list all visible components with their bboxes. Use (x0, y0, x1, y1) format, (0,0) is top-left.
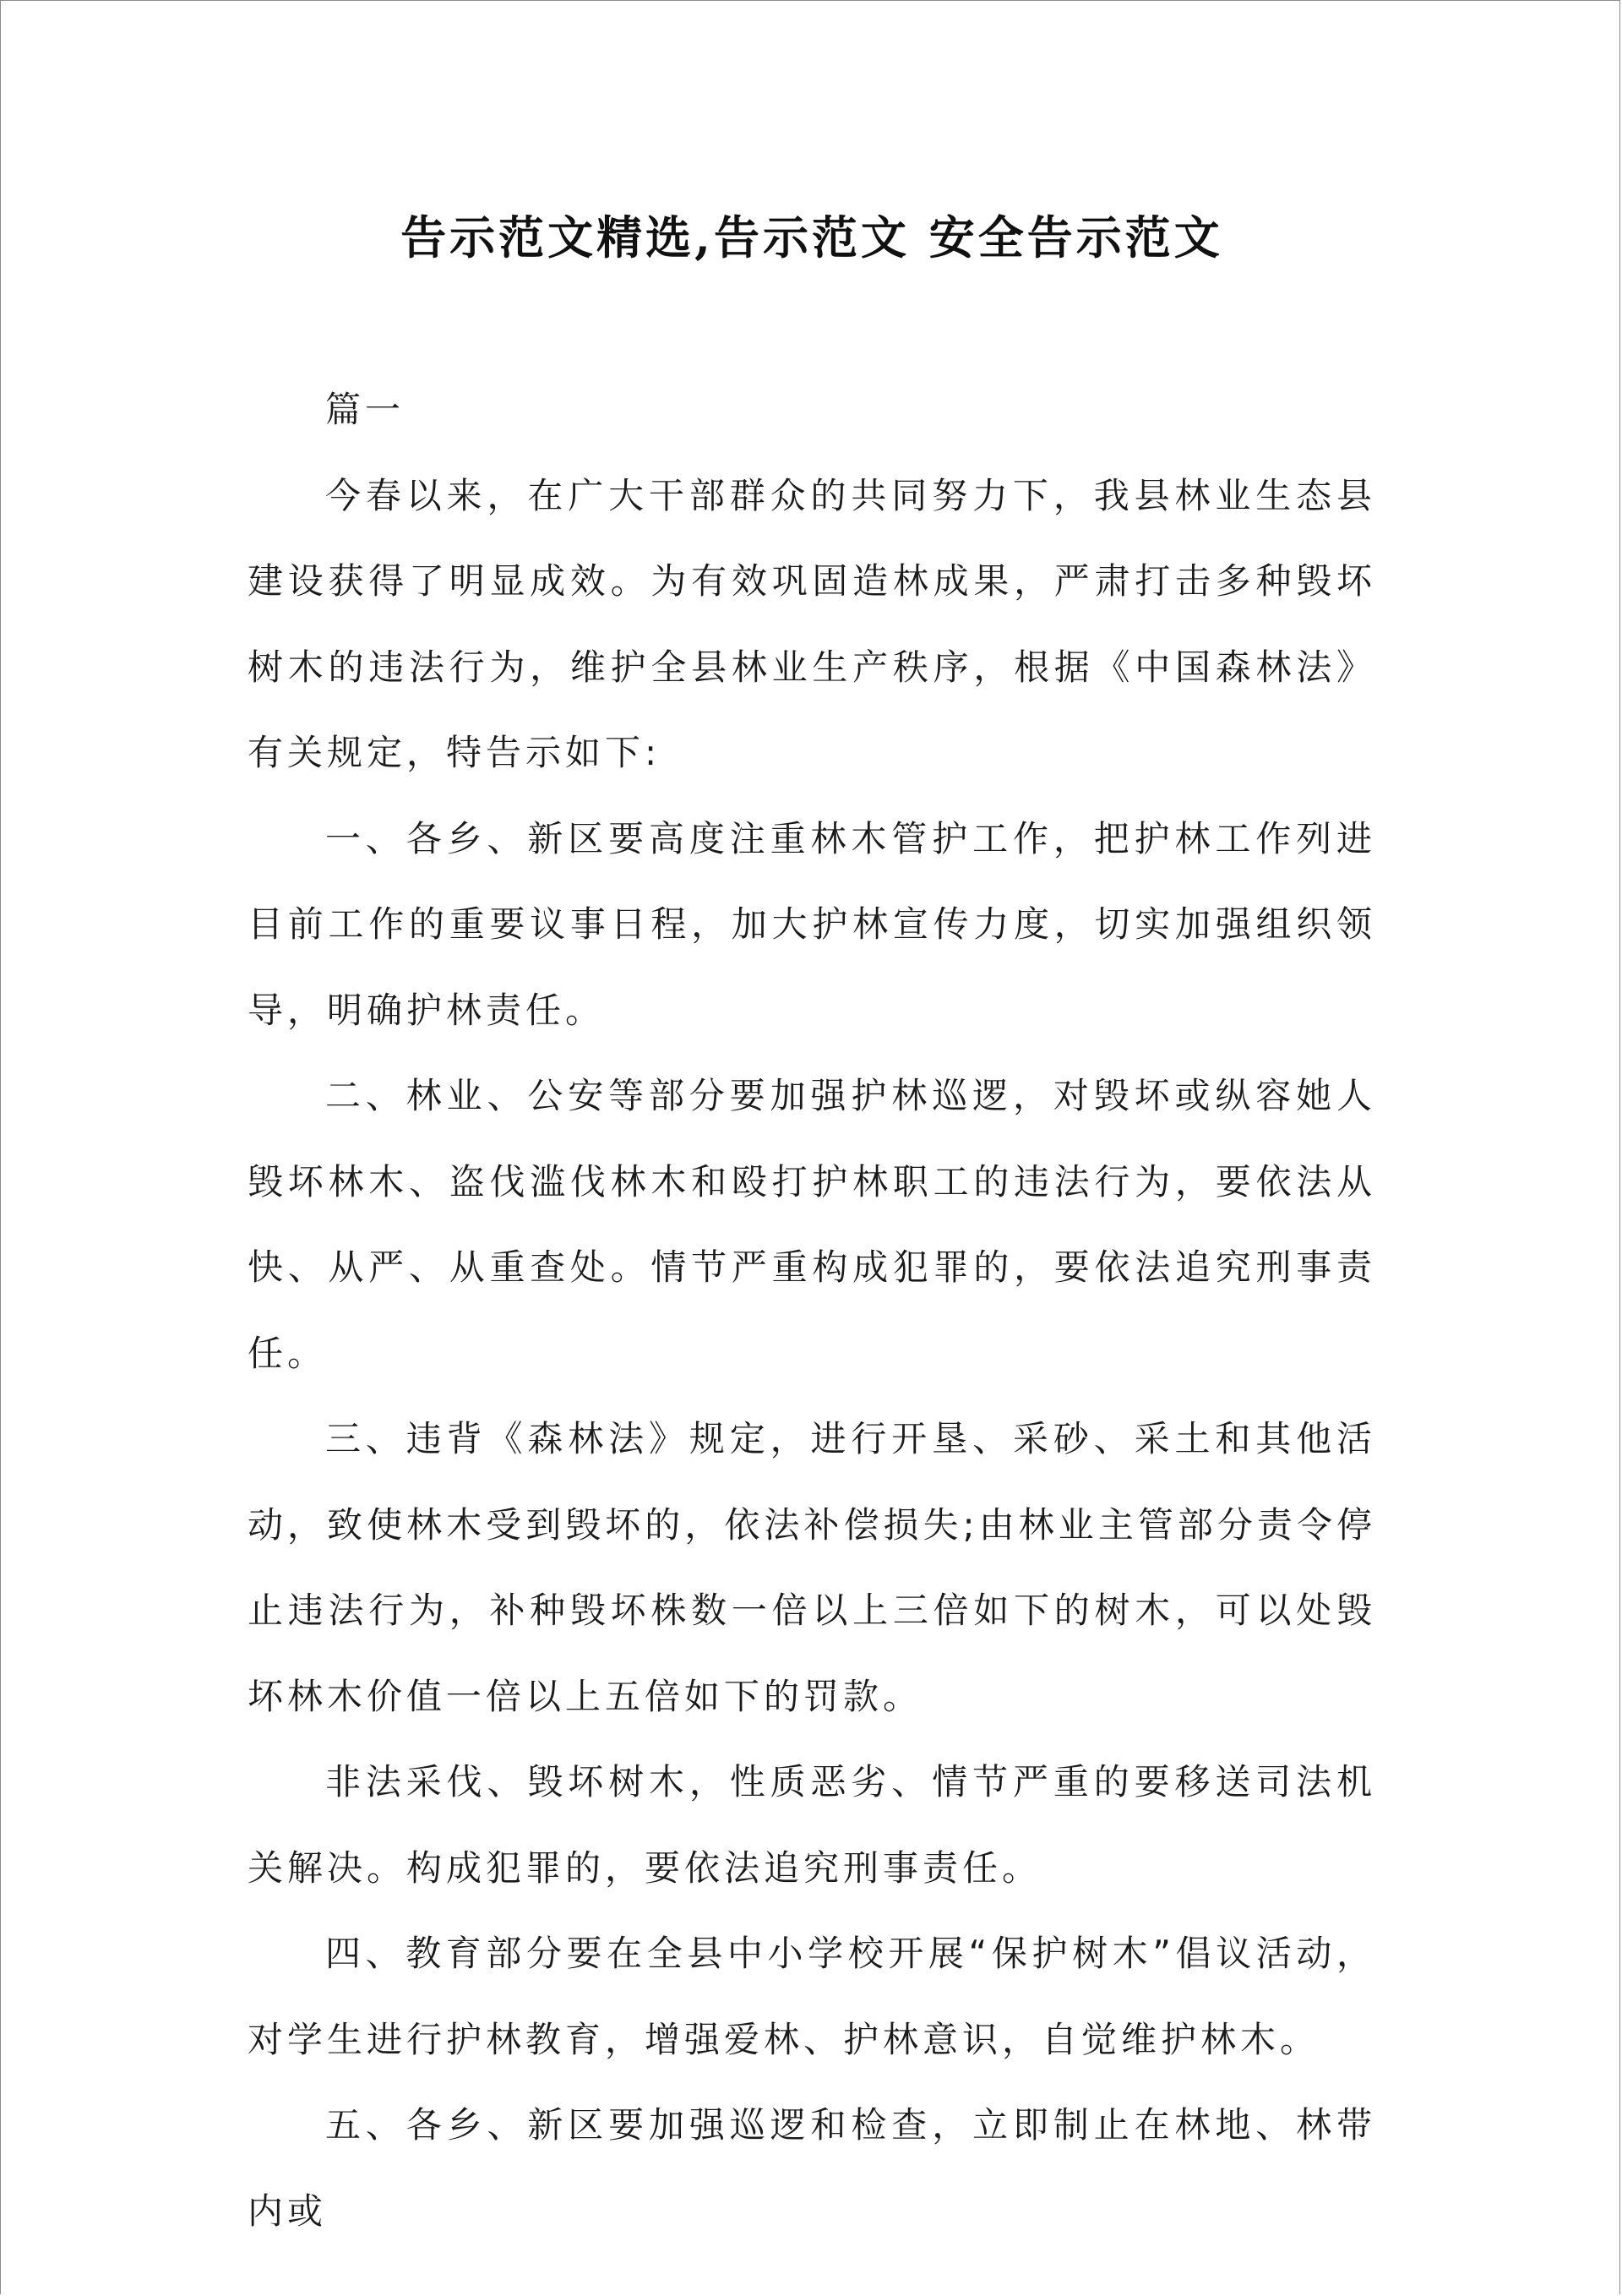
document-body (248, 367, 1376, 2254)
paragraph-item-1: 一、各乡、新区要高度注重林木管护工作，把护林工作列进目前工作的重要议事日程，加大护林宣传力度，切实加强组织领导，明确护林责任。 (248, 817, 1376, 1031)
section-heading: 篇一 (325, 389, 406, 430)
paragraph-item-2: 二、林业、公安等部分要加强护林巡逻，对毁坏或纵容她人毁坏林木、盗伐滥伐林木和殴打护林职工的违法行为，要依法从快、从严、从重查处。情节严重构成犯罪的，要依法追究刑事责任。 (248, 1075, 1376, 1374)
paragraph-item-4: 四、教育部分要在全县中小学校开展“保护树木”倡议活动，对学生进行护林教育，增强爱林、护林意识，自觉维护林木。 (248, 1933, 1376, 2060)
document-title: 告示范文精选,告示范文 安全告示范文 (400, 210, 1223, 265)
paragraph-item-5: 五、各乡、新区要加强巡逻和检查，立即制止在林地、林带内或 (248, 2104, 1376, 2232)
paragraph-item-3: 三、违背《森林法》规定，进行开垦、采砂、采土和其他活动，致使林木受到毁坏的，依法补偿损失;由林业主管部分责令停止违法行为，补种毁坏株数一倍以上三倍如下的树木，可以处毁坏林木价值一倍以上五倍如下的罚款。 (248, 1418, 1376, 1717)
paragraph-item-3-continued: 非法采伐、毁坏树木，性质恶劣、情节严重的要移送司法机关解决。构成犯罪的，要依法追究刑事责任。 (248, 1761, 1376, 1889)
paragraph-intro: 今春以来，在广大干部群众的共同努力下，我县林业生态县建设获得了明显成效。为有效巩固造林成果，严肃打击多种毁坏树木的违法行为，维护全县林业生产秩序，根据《中国森林法》有关规定，特告示如下: (248, 474, 1376, 773)
